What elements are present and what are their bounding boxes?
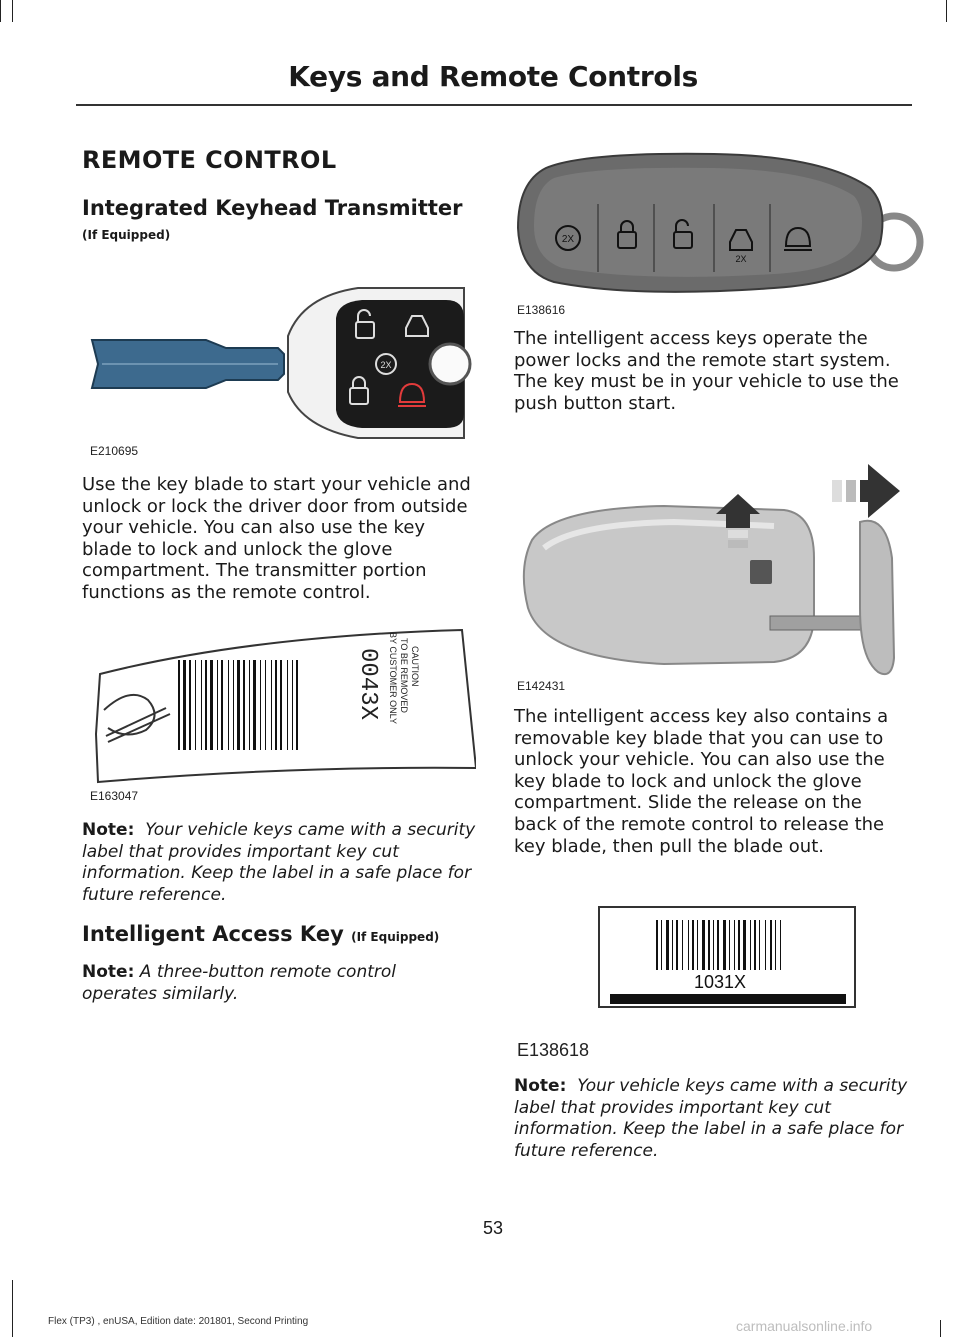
subheading-small: (If Equipped) xyxy=(82,228,171,242)
note-label: Note: xyxy=(82,820,135,840)
note-label: Note: xyxy=(514,1076,567,1096)
note-security-label xyxy=(82,820,476,906)
figure-label: E142431 xyxy=(517,679,566,693)
page-header-title: Keys and Remote Controls xyxy=(288,60,698,93)
barcode-bars xyxy=(178,660,298,750)
header-rule xyxy=(76,104,912,106)
tag-caution: CAUTION xyxy=(410,646,420,687)
crop-mark xyxy=(0,0,1,22)
edition-info: Flex (TP3) , enUSA, Edition date: 201801, Second Printing xyxy=(48,1316,309,1327)
security-label-illustration xyxy=(90,616,476,790)
subheading-keyhead xyxy=(82,196,474,244)
section-title: REMOTE CONTROL xyxy=(82,146,337,174)
barcode-code: 1031X xyxy=(693,972,747,992)
note-label: Note: xyxy=(82,962,135,982)
svg-text:2X: 2X xyxy=(380,360,392,370)
tag-remove: TO BE REMOVED xyxy=(399,638,409,713)
page-number: 53 xyxy=(482,1218,504,1238)
note-three-button xyxy=(82,962,476,1005)
key-blade-removal-illustration xyxy=(514,458,914,680)
figure-label: E138618 xyxy=(517,1040,590,1060)
paragraph-intelligent-keys: The intelligent access keys operate the power locks and the remote start system. The key must be in your vehicle to use the push button start. xyxy=(514,328,899,414)
subheading-small: (If Equipped) xyxy=(351,930,440,944)
watermark: carmanualsonline.info xyxy=(736,1318,873,1334)
subheading-intelligent-key xyxy=(82,922,476,946)
subheading-main: Integrated Keyhead Transmitter xyxy=(82,196,463,220)
crop-mark xyxy=(12,0,13,22)
figure-label: E163047 xyxy=(90,789,139,803)
paragraph-key-blade: Use the key blade to start your vehicle and unlock or lock the driver door from outside your vehicle. You can also use the key blade to lock and unlock the glove compartment. The transmitter portion functions as the remote control. xyxy=(82,474,471,603)
tag-by: BY CUSTOMER ONLY xyxy=(388,632,398,725)
keyhead-transmitter-illustration xyxy=(88,278,474,444)
note-text: A three-button remote control operates similarly. xyxy=(82,962,397,1004)
key-code-barcode-illustration xyxy=(598,906,858,1010)
figure-label: E210695 xyxy=(90,444,139,458)
note-text: Your vehicle keys came with a security label that provides important key cut information. Keep the label in a safe place for future reference. xyxy=(514,1076,908,1161)
crop-mark xyxy=(12,1280,13,1337)
intelligent-access-key-illustration xyxy=(514,148,926,308)
crop-mark xyxy=(940,1320,941,1337)
note-text: Your vehicle keys came with a security label that provides important key cut information. Keep the label in a safe place for future reference. xyxy=(82,820,476,905)
note-security-label-right xyxy=(514,1076,908,1162)
subheading-main: Intelligent Access Key xyxy=(82,922,344,946)
crop-mark xyxy=(946,0,947,22)
svg-text:2X: 2X xyxy=(561,234,575,245)
svg-text:2X: 2X xyxy=(735,254,747,264)
figure-label: E138616 xyxy=(517,303,566,317)
tag-code: 0043X xyxy=(354,648,381,721)
paragraph-removable-blade: The intelligent access key also contains a removable key blade that you can use to unlock your vehicle. You can also use the key blade to lock and unlock the glove compartment. Slide the release on the back of the remote control to release the key blade, then pull the blade out. xyxy=(514,706,889,857)
